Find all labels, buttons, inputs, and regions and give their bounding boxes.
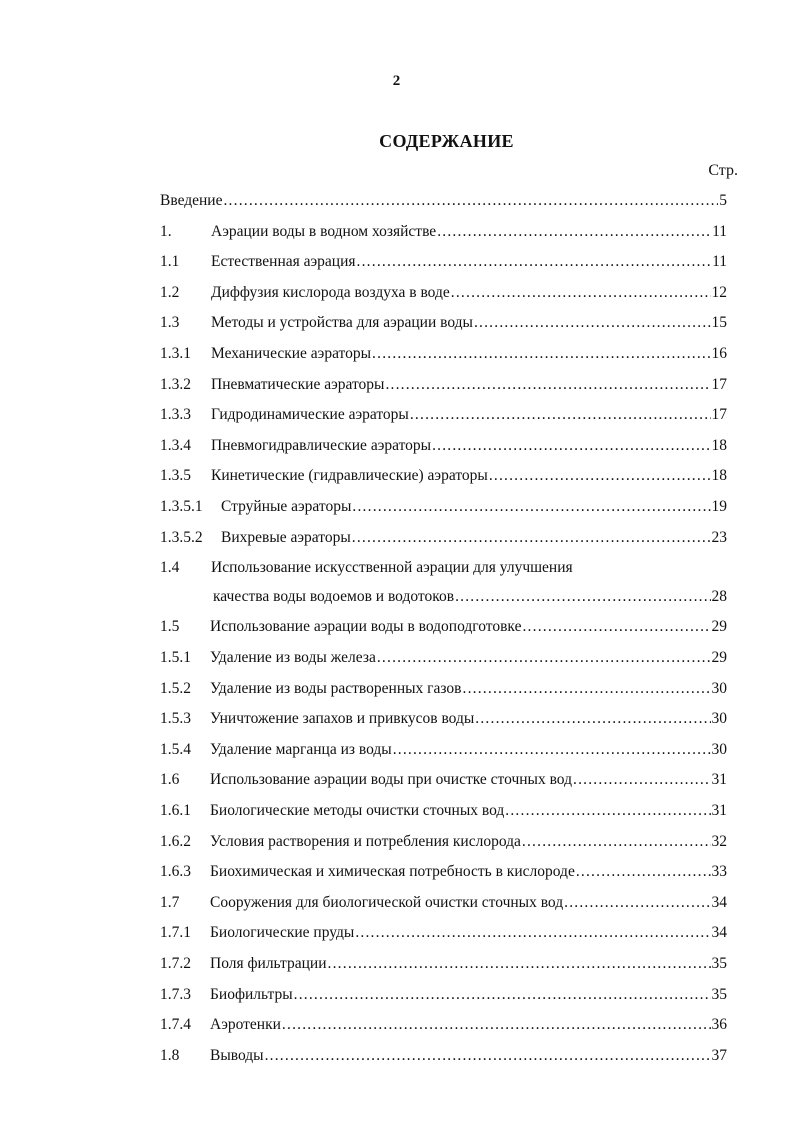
dot-leader <box>410 404 711 426</box>
dot-leader <box>451 282 711 304</box>
toc-entry-number: 1.3.4 <box>160 436 191 454</box>
toc-entry-number: 1.5.4 <box>160 740 191 758</box>
toc-entry-number: 1.3.5 <box>160 467 191 485</box>
toc-entry-page: 17 <box>711 406 727 424</box>
toc-entry-number: 1.5 <box>160 618 180 636</box>
toc-entry <box>160 496 727 518</box>
dot-leader <box>372 343 710 365</box>
toc-entry-title: Уничтожение запахов и привкусов воды <box>210 710 475 728</box>
toc-entry-title: Методы и устройства для аэрации воды <box>211 314 473 332</box>
toc-entry-page: 15 <box>711 314 727 332</box>
toc-entry-title: Пневматические аэраторы <box>211 375 385 393</box>
toc-entry <box>160 465 727 487</box>
toc-entry-title: Струйные аэраторы <box>221 498 352 515</box>
toc-entry <box>160 953 727 975</box>
toc-entry-title: Биохимическая и химическая потребность в кислороде <box>210 863 575 881</box>
toc-entry-page: 29 <box>711 618 727 636</box>
toc-entry-title: Выводы <box>210 1046 264 1064</box>
dot-leader <box>265 1045 711 1067</box>
toc-entry <box>160 527 727 549</box>
toc-entry-number: 1.1 <box>160 253 180 271</box>
dot-leader <box>223 190 718 212</box>
dot-leader <box>474 312 711 334</box>
dot-leader <box>352 527 711 549</box>
toc-entry-title: Биологические методы очистки сточных вод <box>210 802 505 819</box>
toc-entry <box>160 861 727 883</box>
toc-entry-page: 30 <box>711 740 727 758</box>
toc-entry-page: 34 <box>711 893 727 911</box>
toc-entry-page: 29 <box>711 649 727 666</box>
toc-entry-title: Сооружения для биологической очистки сточных вод <box>210 893 564 911</box>
dot-leader <box>522 616 710 638</box>
toc-entry-page: 30 <box>711 679 727 697</box>
toc-entry-number: 1.7.2 <box>160 955 191 972</box>
toc-entry <box>160 1014 727 1036</box>
toc-entry-title: Введение <box>160 192 223 209</box>
toc-entry-page: 37 <box>711 1046 727 1064</box>
dot-leader <box>475 708 710 730</box>
toc-entry <box>160 616 727 638</box>
dot-leader <box>437 221 711 243</box>
dot-leader <box>432 435 710 457</box>
toc-entry-page: 33 <box>711 863 727 881</box>
toc-entry-number: 1.3 <box>160 314 180 332</box>
toc-entry-title: Биофильтры <box>210 985 293 1003</box>
toc-entry <box>160 374 727 396</box>
toc-entry-number: 1.2 <box>160 283 180 301</box>
toc-entry-number: 1.5.1 <box>160 649 191 666</box>
toc-entry-number: 1.3.2 <box>160 375 191 393</box>
dot-leader <box>564 892 710 914</box>
toc-entry <box>160 708 727 730</box>
toc-entry-number: 1.4 <box>160 559 180 577</box>
toc-entry-title: Использование аэрации воды при очистке сточных вод <box>210 771 572 789</box>
toc-entry-number: 1.8 <box>160 1046 180 1064</box>
dot-leader <box>294 984 711 1006</box>
toc-entry-number: 1.6.2 <box>160 832 191 850</box>
toc-entry <box>160 312 727 334</box>
page-title: СОДЕРЖАНИЕ <box>379 131 514 151</box>
toc-entry-page: 28 <box>711 587 727 605</box>
toc-entry-page: 34 <box>711 924 727 942</box>
toc-entry <box>160 892 727 914</box>
toc-entry-page: 32 <box>711 832 727 850</box>
dot-leader <box>489 465 711 487</box>
toc-entry <box>160 282 727 304</box>
toc-entry-title: Удаление из воды растворенных газов <box>210 679 462 697</box>
toc-entry-number: 1.3.5.2 <box>160 528 203 546</box>
toc-entry-title: Вихревые аэраторы <box>221 528 351 546</box>
toc-entry-continuation <box>160 586 727 608</box>
toc-entry <box>160 343 727 365</box>
toc-entry-title: Использование аэрации воды в водоподготовке <box>210 618 522 636</box>
toc-entry <box>160 435 727 457</box>
toc-entry-title: Естественная аэрация <box>211 253 356 271</box>
toc-entry-title: Пневмогидравлические аэраторы <box>211 436 432 454</box>
toc-entry <box>160 221 727 243</box>
toc-entry-number: 1.7.1 <box>160 924 191 942</box>
toc-entry <box>160 251 727 273</box>
dot-leader <box>385 374 710 396</box>
toc-entry-title: Гидродинамические аэраторы <box>211 406 409 424</box>
dot-leader <box>328 953 711 975</box>
toc-entry-title: Механические аэраторы <box>211 345 372 362</box>
dot-leader <box>377 647 711 669</box>
dot-leader <box>522 831 711 853</box>
toc-entry-title: Аэрации воды в водном хозяйстве <box>211 222 437 240</box>
toc-entry-number: 1.7.3 <box>160 985 191 1003</box>
toc-entry-number: 1.6 <box>160 771 180 789</box>
toc-entry <box>160 678 727 700</box>
page-column-header: Стр. <box>708 162 738 179</box>
toc-entry-page: 19 <box>711 498 727 515</box>
toc-entry <box>160 404 727 426</box>
dot-leader <box>576 861 711 883</box>
toc-entry-title-continuation: качества воды водоемов и водотоков <box>213 587 455 605</box>
dot-leader <box>455 586 710 608</box>
toc-entry <box>160 984 727 1006</box>
page-number: 2 <box>392 73 401 89</box>
toc-entry <box>160 922 727 944</box>
toc-entry-number: 1.3.3 <box>160 406 191 424</box>
toc-entry-number: 1.5.3 <box>160 710 191 728</box>
dot-leader <box>357 251 712 273</box>
toc-entry-page: 35 <box>711 955 727 972</box>
toc-entry-page: 30 <box>711 710 727 728</box>
toc-entry <box>160 769 727 791</box>
dot-leader <box>355 922 710 944</box>
toc-entry-page: 31 <box>711 802 727 819</box>
dot-leader <box>352 496 710 518</box>
toc-entry-page: 36 <box>711 1016 727 1034</box>
dot-leader <box>463 678 711 700</box>
toc-entry-title: Поля фильтрации <box>210 955 327 972</box>
toc-entry <box>160 557 727 579</box>
toc-entry-number: 1. <box>160 222 172 240</box>
toc-entry-number: 1.3.1 <box>160 345 191 362</box>
toc-entry-number: 1.6.3 <box>160 863 191 881</box>
toc-entry-page: 31 <box>711 771 727 789</box>
toc-entry-page: 18 <box>711 467 727 485</box>
toc-entry-number: 1.3.5.1 <box>160 498 203 515</box>
toc-entry-number: 1.6.1 <box>160 802 191 819</box>
toc-entry-page: 12 <box>711 283 727 301</box>
toc-entry-page: 18 <box>711 436 727 454</box>
dot-leader <box>282 1014 711 1036</box>
toc-entry <box>160 1045 727 1067</box>
toc-entry-title: Кинетические (гидравлические) аэраторы <box>211 467 488 485</box>
toc-entry-page: 11 <box>712 253 727 271</box>
dot-leader <box>573 769 711 791</box>
toc-entry-page: 16 <box>711 345 727 362</box>
toc-entry-page: 17 <box>711 375 727 393</box>
toc-entry <box>160 739 727 761</box>
toc-entry <box>160 647 727 669</box>
toc-entry-title: Диффузия кислорода воздуха в воде <box>211 283 450 301</box>
toc-entry-title: Условия растворения и потребления кислорода <box>210 832 521 850</box>
toc-entry-number: 1.7.4 <box>160 1016 191 1034</box>
toc-entry-title: Использование искусственной аэрации для улучшения <box>211 559 573 577</box>
toc-entry-title: Аэротенки <box>210 1016 281 1034</box>
toc-entry-number: 1.5.2 <box>160 679 191 697</box>
dot-leader <box>393 739 711 761</box>
toc-entry-number: 1.7 <box>160 893 180 911</box>
toc-entry-page: 11 <box>712 222 727 240</box>
toc-entry-title: Удаление из воды железа <box>210 649 376 666</box>
dot-leader <box>505 800 710 822</box>
toc-entry <box>160 800 727 822</box>
toc-entry-title: Удаление марганца из воды <box>210 740 392 758</box>
toc-entry-title: Биологические пруды <box>210 924 355 942</box>
toc-entry <box>160 831 727 853</box>
toc-entry-page: 23 <box>711 528 727 546</box>
toc-entry-page: 5 <box>719 192 727 209</box>
toc-entry-page: 35 <box>711 985 727 1003</box>
toc-entry <box>160 190 727 212</box>
